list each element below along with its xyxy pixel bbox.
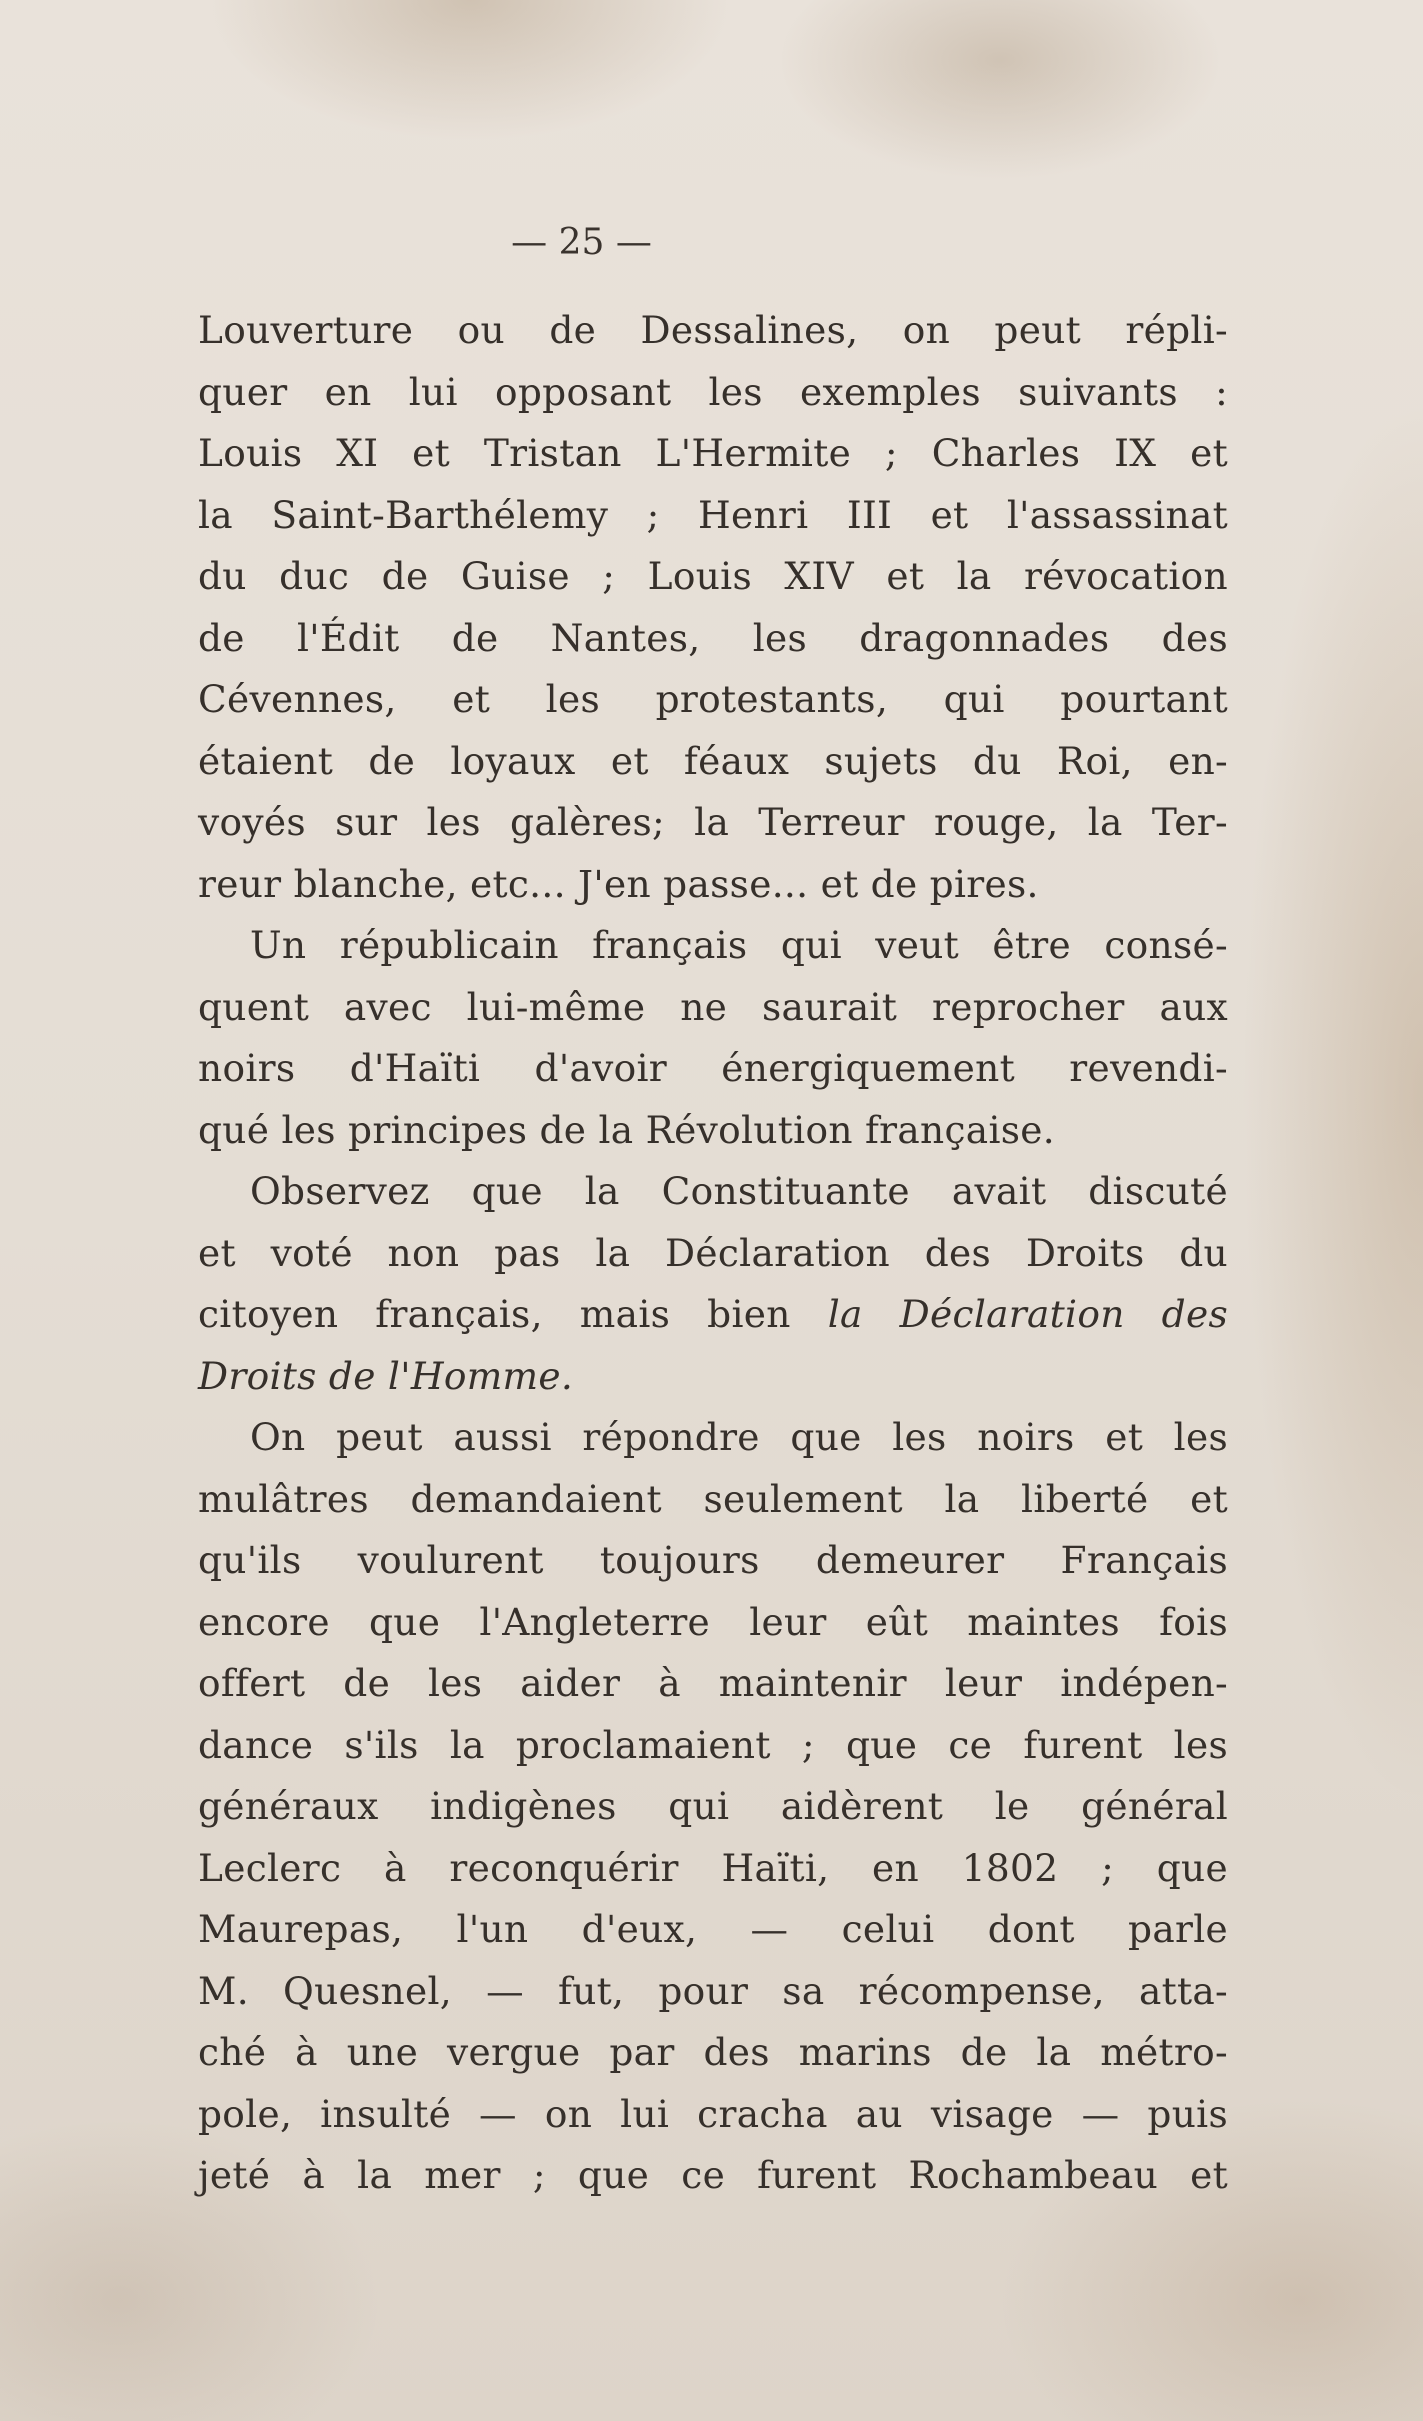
page-number: — 25 —: [511, 222, 652, 263]
text-line: [198, 1346, 1228, 1408]
text-line: ché à une vergue par des marins de la métro-: [198, 2030, 1228, 2074]
text-line: Louverture ou de Dessalines, on peut répli-: [198, 308, 1228, 352]
text-line: mulâtres demandaient seulement la liberté et: [198, 1476, 1228, 1521]
text-line: Maurepas, l'un d'eux, — celui dont parle: [198, 1907, 1228, 1951]
text-line: et voté non pas la Déclaration des Droits du: [198, 1230, 1228, 1275]
text-line: citoyen français, mais bien la Déclaration des: [198, 1292, 1228, 1336]
text-line: quent avec lui-même ne saurait reprocher aux: [198, 984, 1228, 1029]
text-line: M. Quesnel, — fut, pour sa récompense, atta-: [198, 1968, 1228, 2013]
text-line: encore que l'Angleterre leur eût maintes fois: [198, 1599, 1228, 1644]
paragraph-start-line: On peut aussi répondre que les noirs et les: [250, 1415, 1228, 1459]
text-line: dance s'ils la proclamaient ; que ce furent les: [198, 1722, 1228, 1767]
text-line: quer en lui opposant les exemples suivants :: [198, 369, 1228, 414]
text-line: généraux indigènes qui aidèrent le général: [198, 1784, 1228, 1828]
text-line: jeté à la mer ; que ce furent Rochambeau et: [198, 2153, 1228, 2197]
text-line: la Saint-Barthélemy ; Henri III et l'assassinat: [198, 492, 1228, 537]
text-line: Cévennes, et les protestants, qui pourtant: [198, 677, 1228, 721]
text-line: noirs d'Haïti d'avoir énergiquement revendi-: [198, 1046, 1228, 1090]
text-line: voyés sur les galères; la Terreur rouge, la Ter-: [198, 800, 1228, 844]
text-line: du duc de Guise ; Louis XIV et la révocation: [198, 554, 1228, 598]
text-line: Louis XI et Tristan L'Hermite ; Charles IX et: [198, 431, 1228, 475]
text-line: étaient de loyaux et féaux sujets du Roi, en-: [198, 738, 1228, 783]
text-line: Leclerc à reconquérir Haïti, en 1802 ; que: [198, 1845, 1228, 1890]
text-line: pole, insulté — on lui cracha au visage — puis: [198, 2091, 1228, 2136]
body-text: [198, 300, 1228, 2207]
text-line: reur blanche, etc... J'en passe... et de pires.: [198, 861, 1039, 906]
paragraph-start-line: Observez que la Constituante avait discuté: [250, 1169, 1228, 1213]
paragraph-start-line: Un républicain français qui veut être consé-: [250, 923, 1228, 967]
italic-title: la Déclaration des: [827, 1292, 1228, 1336]
text-line: qu'ils voulurent toujours demeurer Français: [198, 1538, 1228, 1582]
italic-title: Droits de l'Homme.: [198, 1353, 574, 1398]
text-line: qué les principes de la Révolution française.: [198, 1107, 1056, 1152]
text-line: de l'Édit de Nantes, les dragonnades des: [198, 615, 1228, 660]
text-line: offert de les aider à maintenir leur indépen-: [198, 1661, 1228, 1705]
